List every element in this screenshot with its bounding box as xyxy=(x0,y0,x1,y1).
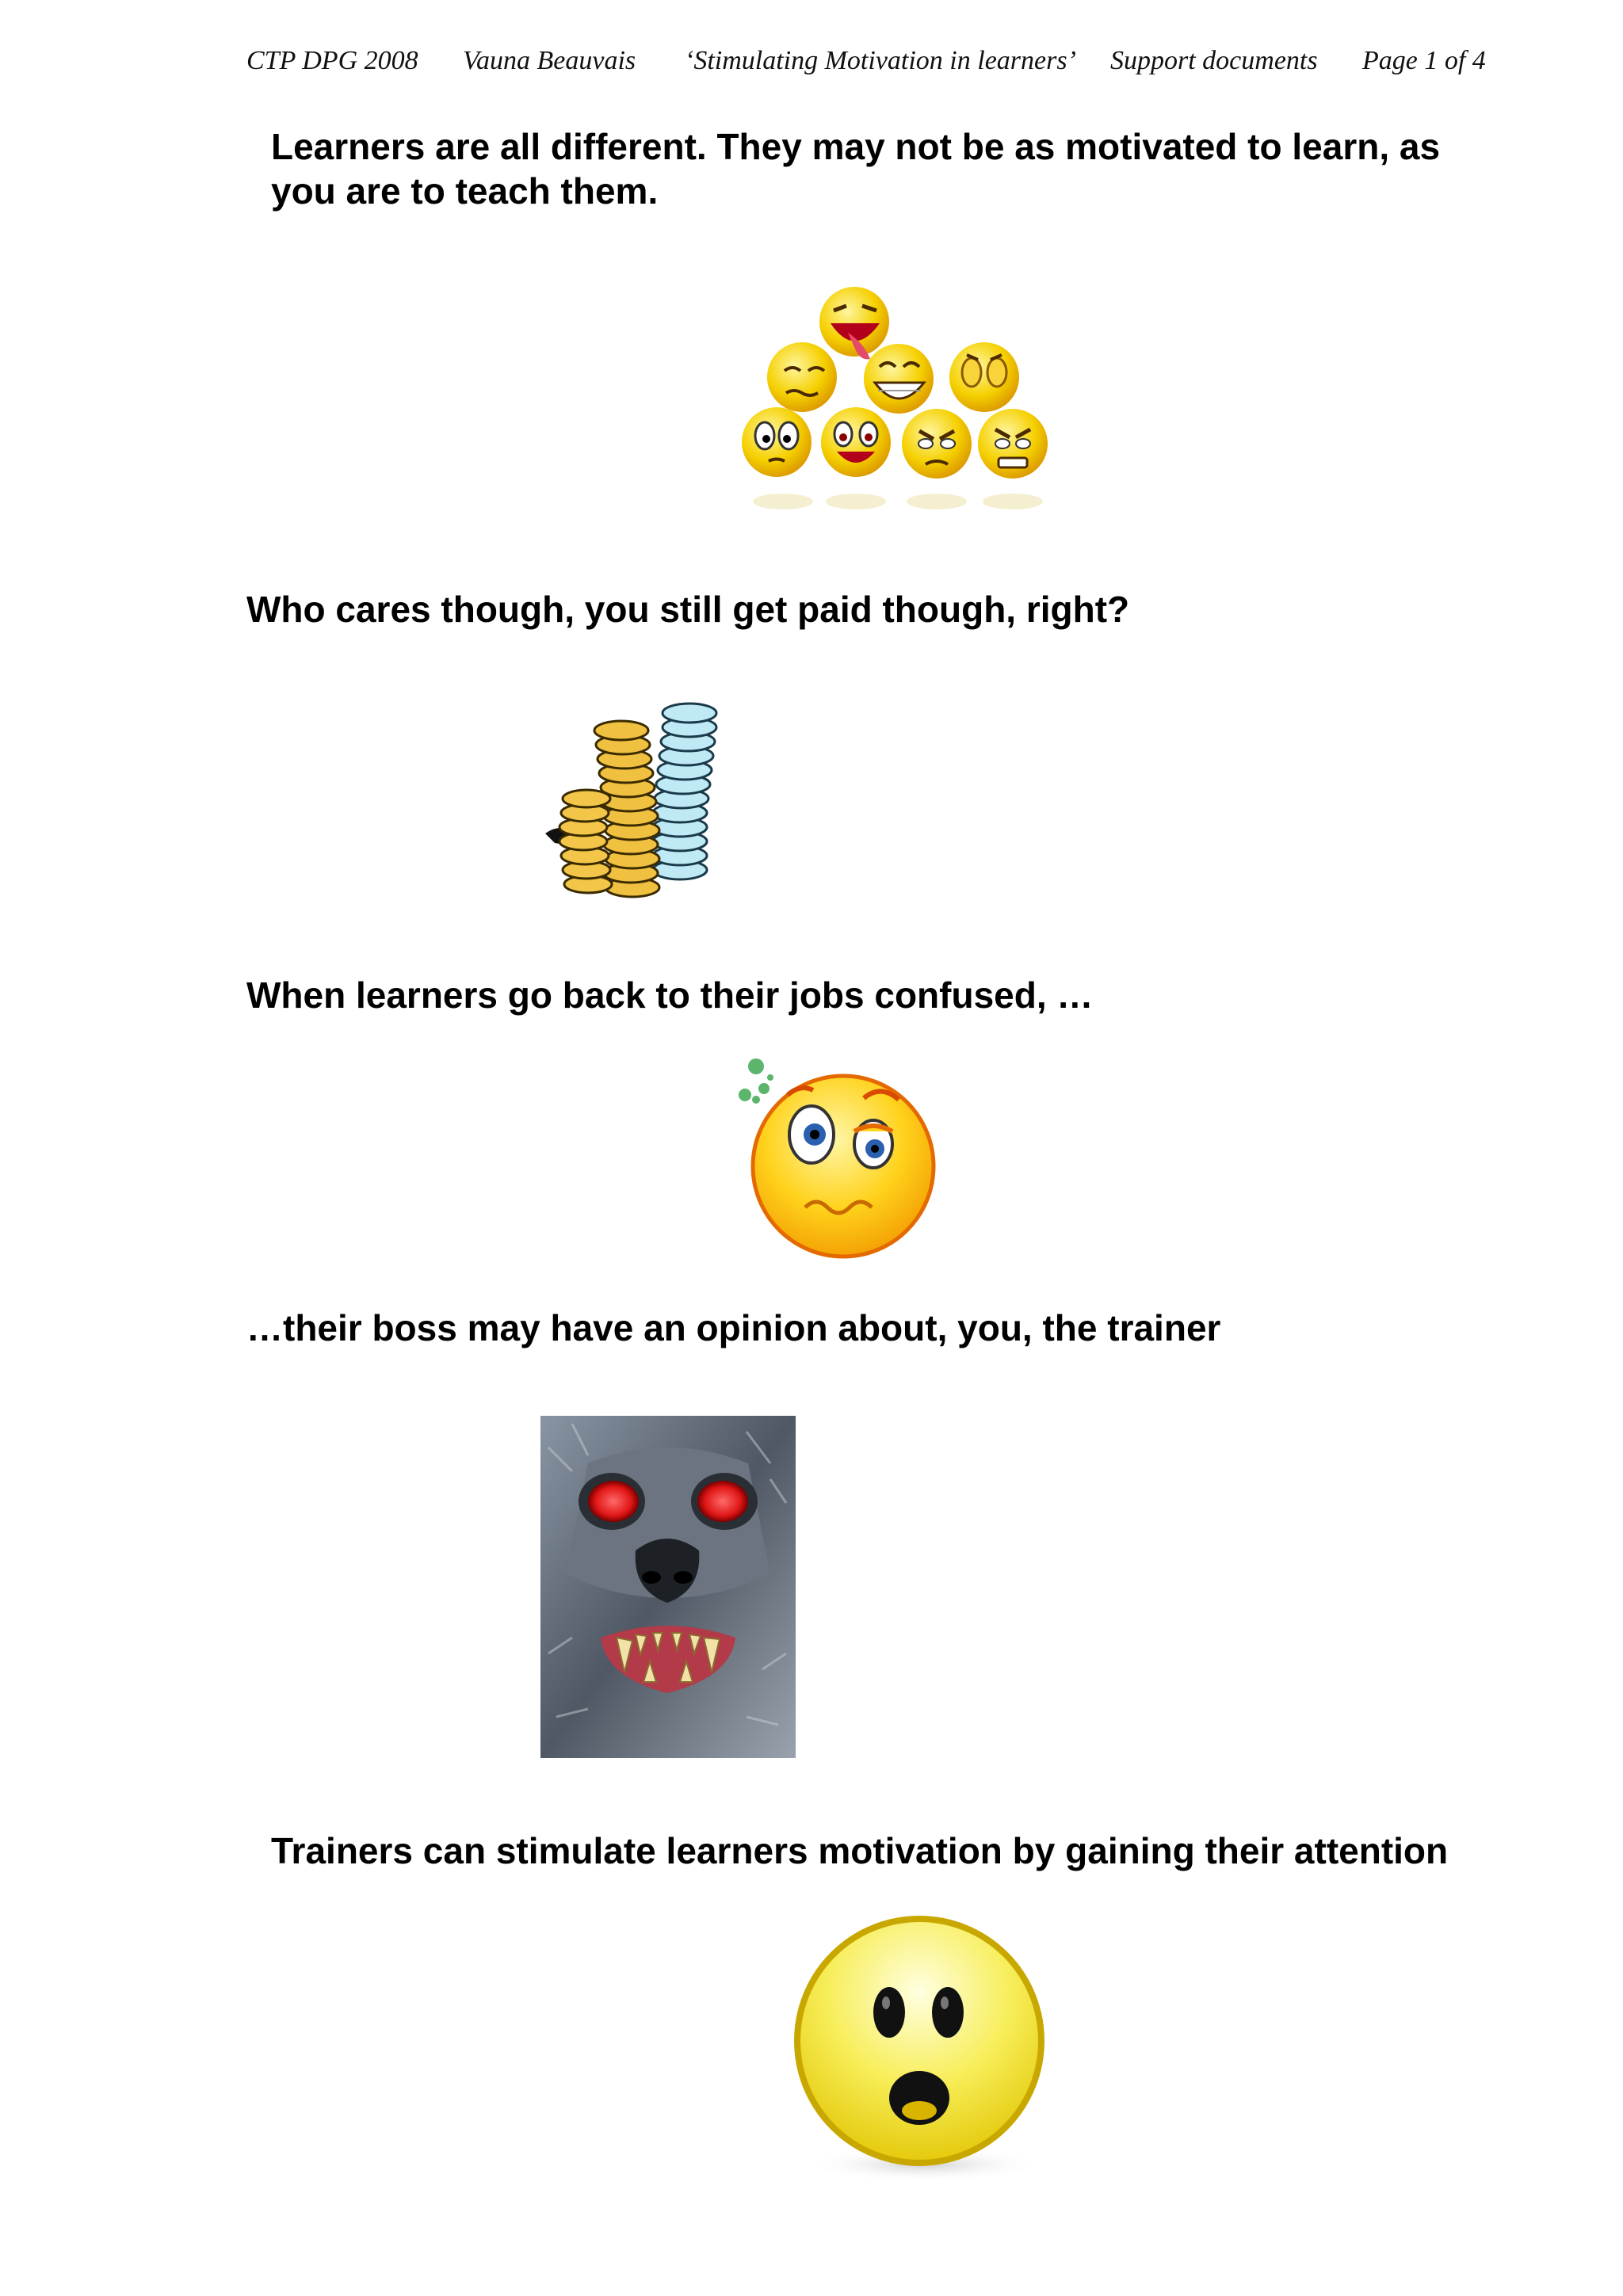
header-author: Vauna Beauvais xyxy=(463,46,636,75)
header-title: ‘Stimulating Motivation in learners’ xyxy=(685,46,1076,75)
section-1-heading-line-2: you are to teach them. xyxy=(271,170,659,212)
coin-stacks-image xyxy=(539,697,723,905)
section-1-heading-line-1: Learners are all different. They may not be as motivated to learn, as xyxy=(271,126,1441,167)
section-5-heading: Trainers can stimulate learners motivation by gaining their attention xyxy=(271,1830,1449,1871)
emoticon-pyramid-image xyxy=(729,284,1062,513)
section-3-heading: When learners go back to their jobs confused, … xyxy=(246,974,1094,1016)
confused-smiley-image xyxy=(732,1055,938,1264)
werewolf-mask-photo xyxy=(540,1416,796,1758)
section-2-heading: Who cares though, you still get paid though, right? xyxy=(246,589,1130,630)
surprised-smiley-image xyxy=(789,1911,1059,2185)
section-4-heading: …their boss may have an opinion about, you, the trainer xyxy=(246,1307,1221,1348)
header-page-number: Page 1 of 4 xyxy=(1362,46,1486,75)
header-section: Support documents xyxy=(1110,46,1318,75)
header-course: CTP DPG 2008 xyxy=(246,46,418,75)
